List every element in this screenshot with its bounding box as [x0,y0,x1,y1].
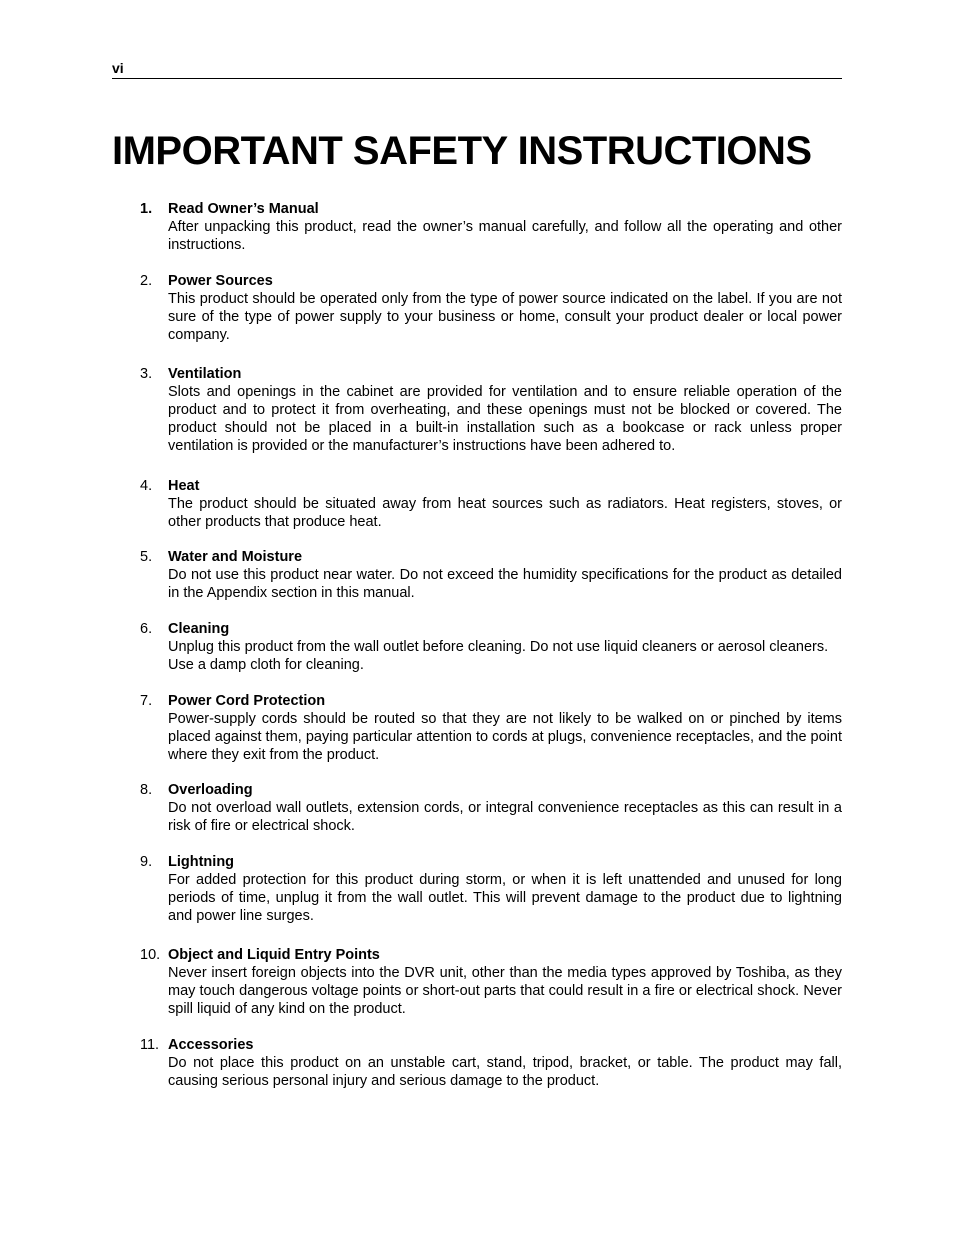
instruction-number: 8. [140,782,153,798]
instruction-heading: Accessories [168,1037,254,1053]
instruction-item-10 [140,946,842,1018]
instruction-number: 3. [140,366,153,382]
instruction-item-6 [140,620,842,674]
instruction-item-1 [140,200,842,254]
instruction-item-8 [140,781,842,835]
instruction-item-4 [140,477,842,531]
instruction-number: 2. [140,273,153,289]
instruction-body: Do not overload wall outlets, extension cords, or integral convenience receptacles as this can result in a risk of fire or electrical shock. [168,800,842,834]
instruction-heading: Cleaning [168,621,230,637]
instruction-body: Slots and openings in the cabinet are provided for ventilation and to ensure reliable operation of the product and to protect it from overheating, and these openings must not be blocked or covered. The product should not be placed in a built-in installation such as a bookcase or rack unless proper ventilation is provided or the manufacturer’s instructions have been adhered to. [168,384,842,454]
instruction-item-9 [140,853,842,925]
instruction-number: 7. [140,693,153,709]
instruction-heading: Overloading [168,782,253,798]
instruction-heading: Object and Liquid Entry Points [168,947,380,963]
instruction-body: For added protection for this product during storm, or when it is left unattended and unused for long periods of time, unplug it from the wall outlet. This will prevent damage to the product due to lightning and power line surges. [168,872,842,924]
instruction-body: Do not place this product on an unstable cart, stand, tripod, bracket, or table. The product may fall, causing serious personal injury and serious damage to the product. [168,1055,842,1089]
instruction-body: This product should be operated only from the type of power source indicated on the label. If you are not sure of the type of power supply to your business or home, consult your product dealer or local power company. [168,291,842,343]
instruction-number: 6. [140,621,153,637]
instruction-item-5 [140,548,842,602]
instruction-body: The product should be situated away from heat sources such as radiators. Heat registers, stoves, or other products that produce heat. [168,496,842,530]
instruction-number: 4. [140,478,153,494]
instruction-heading: Heat [168,478,200,494]
instruction-number: 10. [140,947,161,963]
instruction-body: After unpacking this product, read the owner’s manual carefully, and follow all the operating and other instructions. [168,219,842,253]
instruction-item-11 [140,1036,842,1090]
instruction-heading: Power Cord Protection [168,693,326,709]
page-number: vi [112,60,124,76]
instruction-number: 5. [140,549,153,565]
instruction-heading: Lightning [168,854,235,870]
page-title: IMPORTANT SAFETY INSTRUCTIONS [112,129,812,173]
instruction-body: Power-supply cords should be routed so that they are not likely to be walked on or pinched by items placed against them, paying particular attention to cords at plugs, convenience receptacles, and the point where they exit from the product. [168,711,842,763]
instruction-item-2 [140,272,842,344]
instruction-heading: Ventilation [168,366,242,382]
instruction-body: Do not use this product near water. Do not exceed the humidity specifications for the product as detailed in the Appendix section in this manual. [168,567,842,601]
instruction-body: Never insert foreign objects into the DVR unit, other than the media types approved by Toshiba, as they may touch dangerous voltage points or short-out parts that could result in a fire or electrical shock. Never spill liquid of any kind on the product. [168,965,842,1017]
instruction-heading: Water and Moisture [168,549,303,565]
instruction-number: 11. [140,1037,160,1053]
instruction-body: Unplug this product from the wall outlet before cleaning. Do not use liquid cleaners or aerosol cleaners. Use a damp cloth for cleaning. [168,639,829,673]
instruction-heading: Power Sources [168,273,273,289]
instruction-item-7 [140,692,842,764]
instruction-number: 1. [140,201,153,217]
instruction-item-3 [140,365,842,455]
instruction-number: 9. [140,854,153,870]
instruction-heading: Read Owner’s Manual [168,201,319,217]
header-rule [112,78,842,79]
